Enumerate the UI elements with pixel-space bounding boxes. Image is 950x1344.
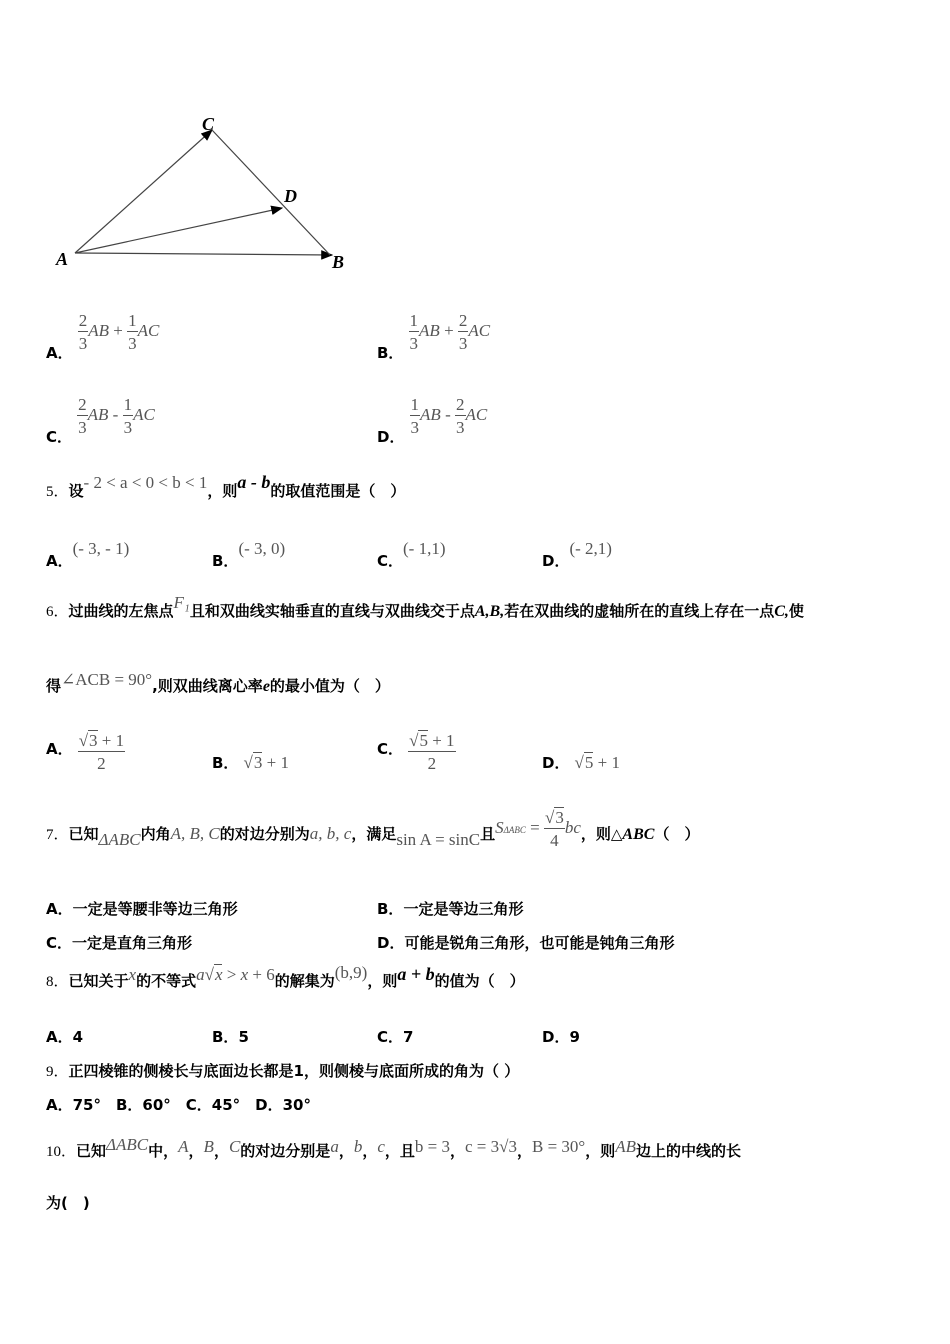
q4-option-b: B． $\frac{1}{3}$ AB + $\frac{2}{3}$ AC [377, 311, 491, 362]
q5-option-d: D．(- 2,1) [542, 539, 612, 570]
q7-option-a: A．一定是等腰非等边三角形 [46, 900, 238, 918]
question-8: 8．已知关于x的不等式a√x > x + 6的解集为(b,9)，则a + b的值为（ ） [46, 963, 525, 990]
q9-options: A．75° B．60° C．45° D．30° [46, 1096, 311, 1114]
q7-option-b: B．一定是等边三角形 [377, 900, 524, 918]
question-5: 5．设- 2 < a < 0 < b < 1，则a - b的取值范围是（ ） [46, 472, 406, 500]
q6-option-b: B． √3 + 1 [212, 753, 289, 772]
label-a: A [56, 249, 69, 269]
segment-ac [75, 130, 212, 253]
q4-option-a: A． $\frac{2}{3}$ AB + $\frac{1}{3}$ AC [46, 311, 160, 362]
q5-option-c: C．(- 1,1) [377, 539, 446, 570]
q8-option-b: B．5 [212, 1028, 249, 1046]
label-d: D [284, 186, 297, 206]
segment-ab [75, 253, 332, 255]
q8-option-a: A．4 [46, 1028, 84, 1046]
label-b: B [332, 252, 345, 272]
question-7: 7．已知ΔABC内角A, B, C的对边分别为a, b, c，满足sin A = sinC且SΔABC = $\frac{√3}{4}$ bc，则△ABC（ ） [46, 808, 700, 850]
segment-cb [212, 130, 330, 255]
question-10-line1: 10．已知ΔABC中，A，B，C的对边分别是a，b，c，且b = 3，c = 3√3，B = 30°，则AB边上的中线的长 [46, 1135, 742, 1160]
q6-option-c: C． $\frac{√5 + 1}{2}$ [377, 731, 455, 773]
q8-option-c: C．7 [377, 1028, 414, 1046]
question-10-line2: 为( ) [46, 1194, 90, 1212]
segment-ad [75, 208, 282, 253]
q6-option-a: A． $\frac{√3 + 1}{2}$ [46, 731, 125, 773]
q7-option-d: D．可能是锐角三角形，也可能是钝角三角形 [377, 934, 675, 952]
question-9: 9．正四棱锥的侧棱长与底面边长都是1，则侧棱与底面所成的角为（ ） [46, 1062, 520, 1080]
q4-option-a-expr: $\frac{2}{3}$ AB + $\frac{1}{3}$ AC [78, 311, 160, 353]
q4-option-d: D． $\frac{1}{3}$ AB - $\frac{2}{3}$ AC [377, 395, 488, 446]
q6-option-d: D． √5 + 1 [542, 753, 620, 772]
q8-option-d: D．9 [542, 1028, 580, 1046]
label-c: C [202, 114, 215, 134]
q4-option-c: C． $\frac{2}{3}$ AB - $\frac{1}{3}$ AC [46, 395, 155, 446]
triangle-figure [40, 105, 370, 280]
question-6-line1: 6．过曲线的左焦点F₁且和双曲线实轴垂直的直线与双曲线交于点A,B,若在双曲线的虚轴所在的直线上存在一点C,使 [46, 593, 804, 620]
q5-option-b: B．(- 3, 0) [212, 539, 286, 570]
question-6-line2: 得∠ACB = 90°,则双曲线离心率e的最小值为（ ） [46, 670, 390, 695]
q7-option-c: C．一定是直角三角形 [46, 934, 193, 952]
q5-option-a: A．(- 3, - 1) [46, 539, 130, 570]
